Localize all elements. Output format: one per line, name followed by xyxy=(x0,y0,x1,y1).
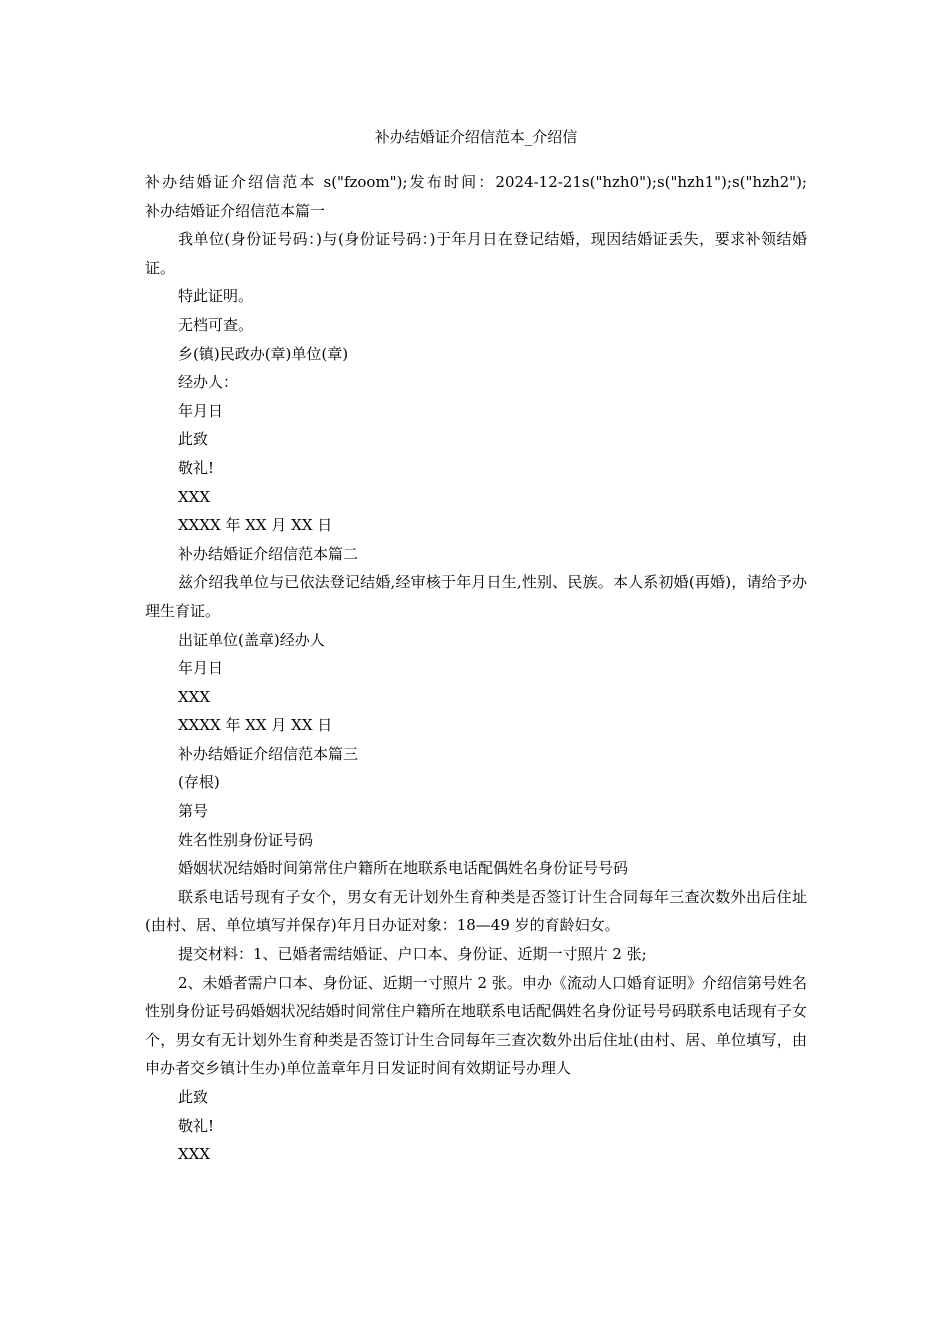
paragraph: 第号 xyxy=(178,802,209,821)
paragraph: 无档可查。 xyxy=(178,315,254,334)
paragraph: 敬礼! xyxy=(178,458,215,477)
paragraph: 2、未婚者需户口本、身份证、近期一寸照片 2 张。申办《流动人口婚育证明》介绍信第号姓名性别身份证号码婚姻状况结婚时间常住户籍所在地联系电话配偶姓名身份证号号码联系电话现有子女个，男女有无计划外生育种类是否签订计生合同每年三查次数外出后住址(由村、居、单位填写，由申办者交乡镇计生办)单位盖章年月日发证时间有效期证号办理人 xyxy=(145,973,807,1078)
paragraph: 我单位(身份证号码：)与(身份证号码：)于年月日在登记结婚，现因结婚证丢失，要求补领结婚证。 xyxy=(145,230,807,277)
paragraph: 此致 xyxy=(178,1088,209,1106)
paragraph: 年月日 xyxy=(178,401,224,420)
paragraph: 联系电话号现有子女个，男女有无计划外生育种类是否签订计生合同每年三查次数外出后住址(由村、居、单位填写并保存)年月日办证对象：18—49 岁的育龄妇女。 xyxy=(145,887,807,935)
paragraph: XXX xyxy=(178,687,211,706)
paragraph: 特此证明。 xyxy=(178,287,254,306)
document-title: 补办结婚证介绍信范本_介绍信 xyxy=(374,128,578,146)
paragraph: 补办结婚证介绍信范本 s("fzoom");发布时间：2024-12-21s("hzh0");s("hzh1");s("hzh2"); 补办结婚证介绍信范本篇一 xyxy=(145,173,838,220)
paragraph: 出证单位(盖章)经办人 xyxy=(178,630,325,649)
paragraph: XXXX 年 XX 月 XX 日 xyxy=(178,516,333,535)
paragraph: 兹介绍我单位与已依法登记结婚,经审核于年月日生,性别、民族。本人系初婚(再婚)，请给予办理生育证。 xyxy=(145,573,807,620)
paragraph: XXXX 年 XX 月 XX 日 xyxy=(178,716,333,735)
paragraph: 婚姻状况结婚时间第常住户籍所在地联系电话配偶姓名身份证号号码 xyxy=(178,859,629,878)
paragraph: 补办结婚证介绍信范本篇二 xyxy=(178,544,359,563)
document-page xyxy=(145,0,838,1344)
paragraph: XXX xyxy=(178,487,211,506)
document-body xyxy=(145,168,838,1169)
paragraph: 姓名性别身份证号码 xyxy=(178,830,314,849)
paragraph: 乡(镇)民政办(章)单位(章) xyxy=(178,344,349,363)
paragraph: XXX xyxy=(178,1145,211,1164)
paragraph: 此致 xyxy=(178,430,209,449)
paragraph: 经办人： xyxy=(178,373,239,392)
paragraph: 年月日 xyxy=(178,659,224,678)
paragraph: 敬礼! xyxy=(178,1116,215,1135)
paragraph: (存根) xyxy=(178,773,220,792)
paragraph: 补办结婚证介绍信范本篇三 xyxy=(178,744,359,763)
paragraph: 提交材料：1、已婚者需结婚证、户口本、身份证、近期一寸照片 2 张; xyxy=(178,945,647,964)
